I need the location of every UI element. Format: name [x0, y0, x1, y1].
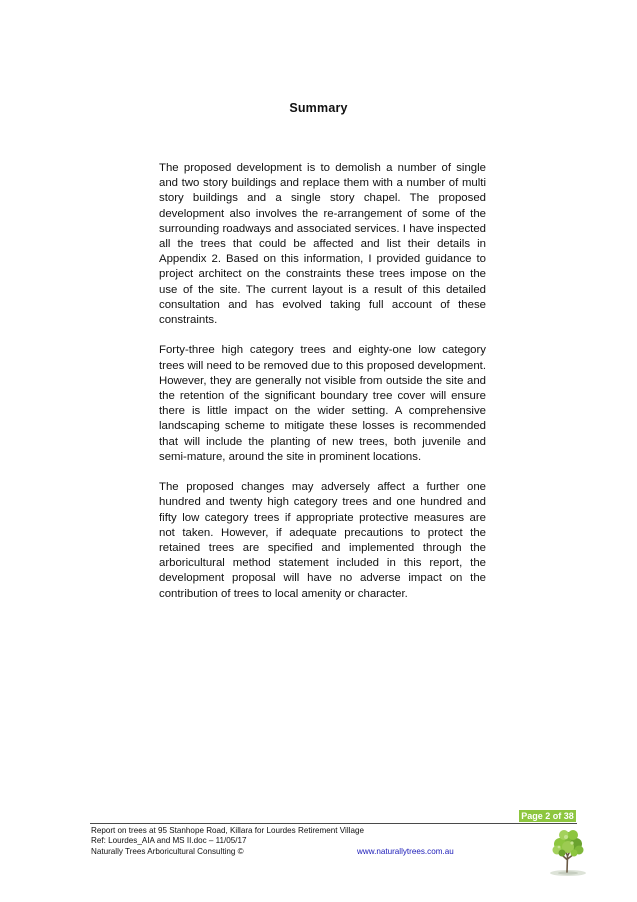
paragraph-protection: The proposed changes may adversely affect a further one hundred and twenty high category trees and one hundred and fifty low category trees if appropriate protective measures are not taken. However, if adequate precautions to protect the retained trees are specified and implemented through the arboricultural method statement included in this report, the development proposal will have no adverse impact on the contribution of trees to local amenity or character.: [159, 481, 486, 600]
page-title: Summary: [289, 101, 348, 115]
tree-logo-icon: [547, 826, 589, 878]
summary-body: [159, 161, 486, 617]
footer-report-line: Report on trees at 95 Stanhope Road, Killara for Lourdes Retirement Village: [91, 826, 364, 835]
footer-company-line: Naturally Trees Arboricultural Consulting ©: [91, 846, 244, 856]
page-number-badge: Page 2 of 38: [519, 810, 576, 822]
footer-divider: [90, 823, 577, 824]
footer-website-link[interactable]: www.naturallytrees.com.au: [357, 847, 454, 856]
paragraph-removals: Forty-three high category trees and eighty-one low category trees will need to be removed due to this proposed development. However, they are generally not visible from outside the site and the retention of the significant boundary tree cover will ensure there is little impact on the wider setting. A comprehensive landscaping scheme to mitigate these losses is recommended that will include the planting of new trees, both juvenile and semi-mature, around the site in prominent locations.: [159, 344, 486, 463]
footer-ref-line: Ref: Lourdes_AIA and MS II.doc – 11/05/17: [91, 836, 247, 846]
footer: [91, 826, 364, 857]
paragraph-development: The proposed development is to demolish a number of single and two story buildings and replace them with a number of multi story buildings and a single story chapel. The proposed development also involves the re-arrangement of some of the surrounding roadways and associated services. I have inspected all the trees that could be affected and list their details in Appendix 2. Based on this information, I provided guidance to project architect on the constraints these trees impose on the use of the site. The current layout is a result of this detailed consultation and has evolved taking full account of these constraints.: [159, 162, 486, 327]
